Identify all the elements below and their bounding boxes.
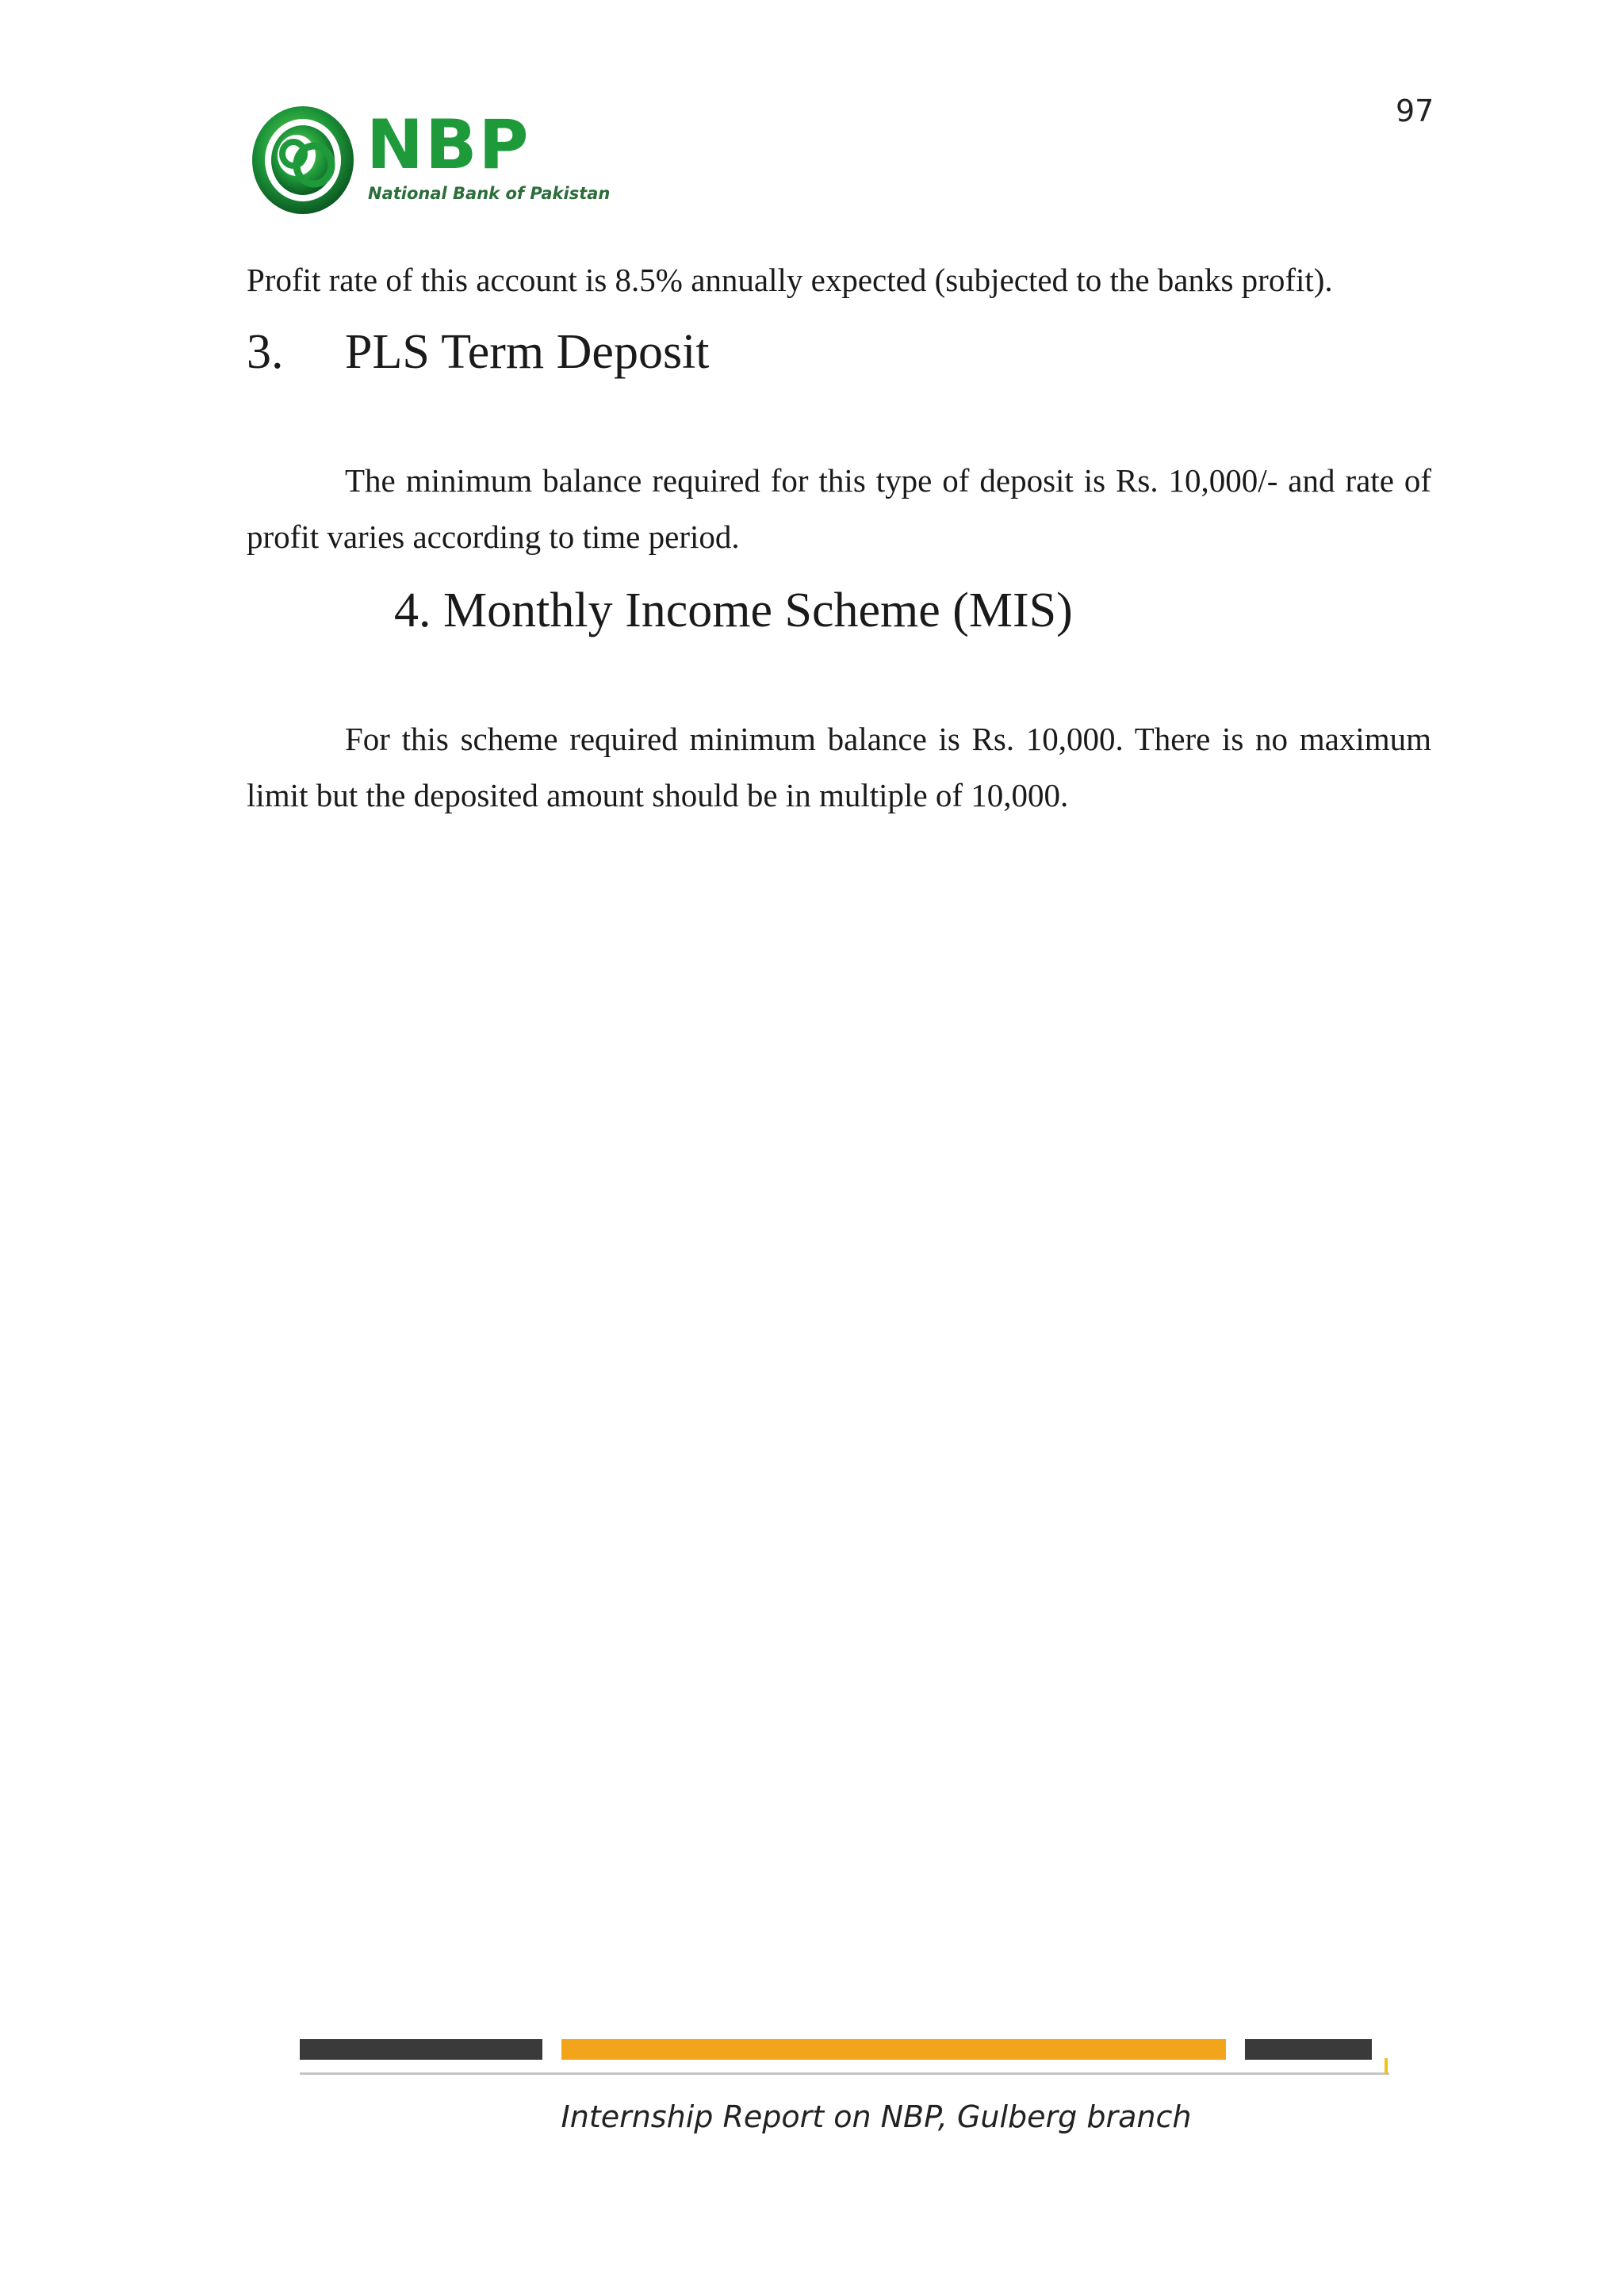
heading-number: 4.: [394, 584, 431, 637]
paragraph-pls-term-deposit: The minimum balance required for this type of deposit is Rs. 10,000/- and rate of profit varies according to time period.: [247, 462, 1431, 555]
heading-monthly-income-scheme: [247, 586, 1431, 635]
logo-wordmark: NBP: [366, 105, 530, 185]
paragraph-profit-rate: Profit rate of this account is 8.5% annually expected (subjected to the banks profit).: [247, 262, 1333, 298]
footer-tick: [1385, 2058, 1388, 2074]
paragraph-monthly-income-scheme: For this scheme required minimum balance is Rs. 10,000. There is no maximum limit but the deposited amount should be in multiple of 10,000.: [247, 721, 1431, 813]
footer-bar-right: [1245, 2039, 1372, 2060]
footer-bar-left: [300, 2039, 542, 2060]
heading-number: 3.: [247, 325, 284, 379]
document-body: [247, 252, 1431, 824]
page-number: 97: [1396, 94, 1434, 128]
heading-pls-term-deposit: [247, 327, 1431, 377]
footer-rule: [300, 2072, 1389, 2075]
nbp-emblem-icon: [247, 100, 358, 219]
heading-title: Monthly Income Scheme (MIS): [443, 584, 1073, 637]
footer-decoration: [300, 2039, 1394, 2080]
nbp-logo: [247, 100, 612, 219]
logo-subtitle: National Bank of Pakistan: [368, 184, 611, 203]
footer-caption: Internship Report on NBP, Gulberg branch: [561, 2099, 1192, 2134]
footer-bar-middle: [561, 2039, 1226, 2060]
heading-title: PLS Term Deposit: [345, 325, 710, 379]
